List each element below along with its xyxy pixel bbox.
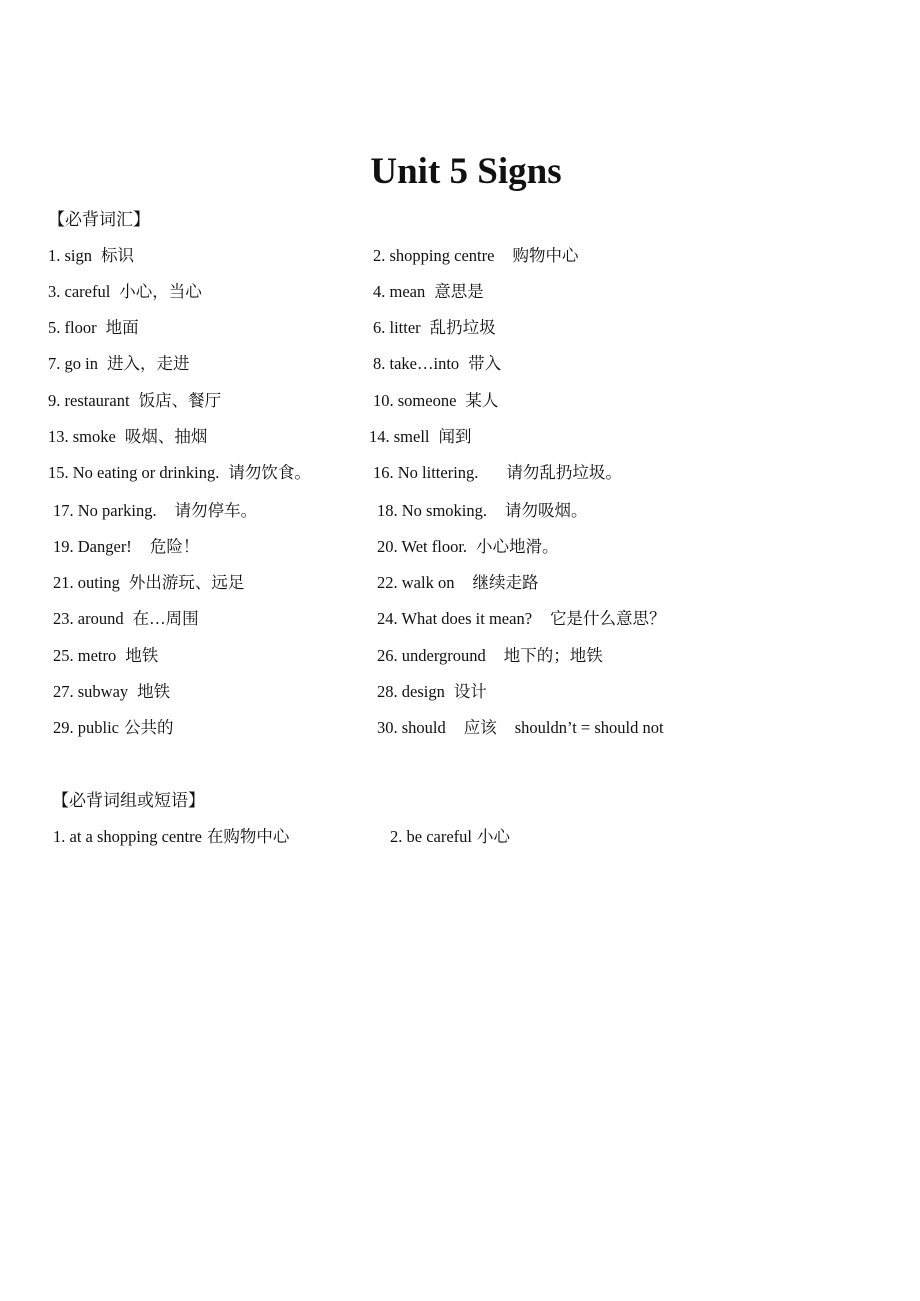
vocab-item xyxy=(377,642,603,666)
phrase-en: 2. be careful xyxy=(390,827,472,846)
vocab-item xyxy=(48,278,202,302)
vocab-zh: 请勿乱扔垃圾。 xyxy=(506,463,622,482)
vocab-zh: 小心地滑。 xyxy=(476,537,559,556)
vocab-item xyxy=(48,387,221,411)
vocab-en: 19. Danger! xyxy=(53,537,132,556)
vocab-en: 3. careful xyxy=(48,282,111,301)
vocab-zh: 地下的；地铁 xyxy=(503,646,603,665)
phrase-zh: 小心 xyxy=(477,827,510,846)
vocab-item xyxy=(377,533,559,557)
vocab-en: 18. No smoking. xyxy=(377,501,488,520)
vocab-zh: 地铁 xyxy=(137,682,171,701)
vocab-heading: 【必背词汇】 xyxy=(48,210,150,229)
phrase-item xyxy=(390,823,510,847)
vocab-en: 2. shopping centre xyxy=(373,246,495,265)
vocab-zh: 设计 xyxy=(453,682,487,701)
vocab-zh: 吸烟、抽烟 xyxy=(124,427,208,446)
vocab-zh: 乱扔垃圾 xyxy=(429,318,496,337)
vocab-item xyxy=(48,242,134,266)
vocab-item xyxy=(377,605,666,629)
vocab-item xyxy=(48,350,189,374)
vocab-item xyxy=(53,714,174,738)
vocab-item xyxy=(53,605,199,629)
vocab-en: 27. subway xyxy=(53,682,129,701)
phrase-item xyxy=(53,823,289,847)
phrase-heading: 【必背词组或短语】 xyxy=(52,791,205,810)
vocab-zh: 地面 xyxy=(105,318,139,337)
vocab-item xyxy=(373,278,484,302)
vocab-zh: 饭店、餐厅 xyxy=(138,391,222,410)
page-title: Unit 5 Signs xyxy=(370,151,562,192)
vocab-item xyxy=(48,423,207,447)
vocab-zh: 应该 xyxy=(463,718,497,737)
vocab-en: 26. underground xyxy=(377,646,486,665)
vocab-item xyxy=(373,242,578,266)
vocab-zh: 在…周围 xyxy=(132,609,199,628)
vocab-item xyxy=(373,314,496,338)
vocab-en: 10. someone xyxy=(373,391,457,410)
vocab-en: 6. litter xyxy=(373,318,421,337)
vocab-zh: 危险！ xyxy=(149,537,200,556)
vocab-en: 25. metro xyxy=(53,646,117,665)
vocab-en: 5. floor xyxy=(48,318,97,337)
vocab-note: shouldn’t = should not xyxy=(514,718,664,737)
vocab-en: 14. smell xyxy=(369,427,430,446)
vocab-item xyxy=(53,497,257,521)
vocab-zh: 请勿停车。 xyxy=(174,501,258,520)
vocab-item xyxy=(373,459,622,483)
vocab-en: 23. around xyxy=(53,609,124,628)
vocab-zh: 小心，当心 xyxy=(119,282,202,301)
vocab-item xyxy=(48,459,311,483)
vocab-item xyxy=(377,714,664,738)
vocab-item xyxy=(373,387,498,411)
vocab-en: 1. sign xyxy=(48,246,93,265)
vocab-zh: 请勿饮食。 xyxy=(228,463,311,482)
vocab-zh: 带入 xyxy=(468,354,502,373)
vocab-en: 8. take…into xyxy=(373,354,460,373)
vocab-en: 17. No parking. xyxy=(53,501,157,520)
vocab-item xyxy=(48,314,139,338)
vocab-zh: 标识 xyxy=(101,246,135,265)
vocab-en: 29. public xyxy=(53,718,119,737)
vocab-en: 15. No eating or drinking. xyxy=(48,463,220,482)
vocab-zh: 继续走路 xyxy=(472,573,539,592)
vocab-zh: 请勿吸烟。 xyxy=(505,501,588,520)
vocab-item xyxy=(53,678,170,702)
vocab-zh: 意思是 xyxy=(434,282,484,301)
vocab-en: 21. outing xyxy=(53,573,120,592)
vocab-zh: 外出游玩、远足 xyxy=(128,573,245,592)
vocab-zh: 公共的 xyxy=(124,718,174,737)
vocab-item xyxy=(377,497,588,521)
vocab-item xyxy=(377,678,487,702)
phrase-en: 1. at a shopping centre xyxy=(53,827,202,846)
vocab-item xyxy=(377,569,538,593)
phrase-zh: 在购物中心 xyxy=(206,827,290,846)
vocab-en: 20. Wet floor. xyxy=(377,537,468,556)
vocab-en: 4. mean xyxy=(373,282,426,301)
vocab-zh: 地铁 xyxy=(125,646,159,665)
vocab-en: 24. What does it mean? xyxy=(377,609,533,628)
vocab-item xyxy=(373,350,501,374)
vocab-zh: 购物中心 xyxy=(512,246,579,265)
vocab-item xyxy=(53,569,244,593)
vocab-item xyxy=(369,423,472,447)
vocab-item xyxy=(53,642,158,666)
vocab-en: 22. walk on xyxy=(377,573,455,592)
vocab-en: 7. go in xyxy=(48,354,98,373)
vocab-en: 30. should xyxy=(377,718,446,737)
vocab-en: 9. restaurant xyxy=(48,391,130,410)
vocab-en: 13. smoke xyxy=(48,427,116,446)
vocab-zh: 闻到 xyxy=(438,427,472,446)
vocab-en: 16. No littering. xyxy=(373,463,479,482)
vocab-zh: 它是什么意思？ xyxy=(550,609,666,628)
vocab-zh: 进入，走进 xyxy=(106,354,190,373)
vocab-en: 28. design xyxy=(377,682,445,701)
vocab-item xyxy=(53,533,199,557)
vocab-zh: 某人 xyxy=(465,391,499,410)
